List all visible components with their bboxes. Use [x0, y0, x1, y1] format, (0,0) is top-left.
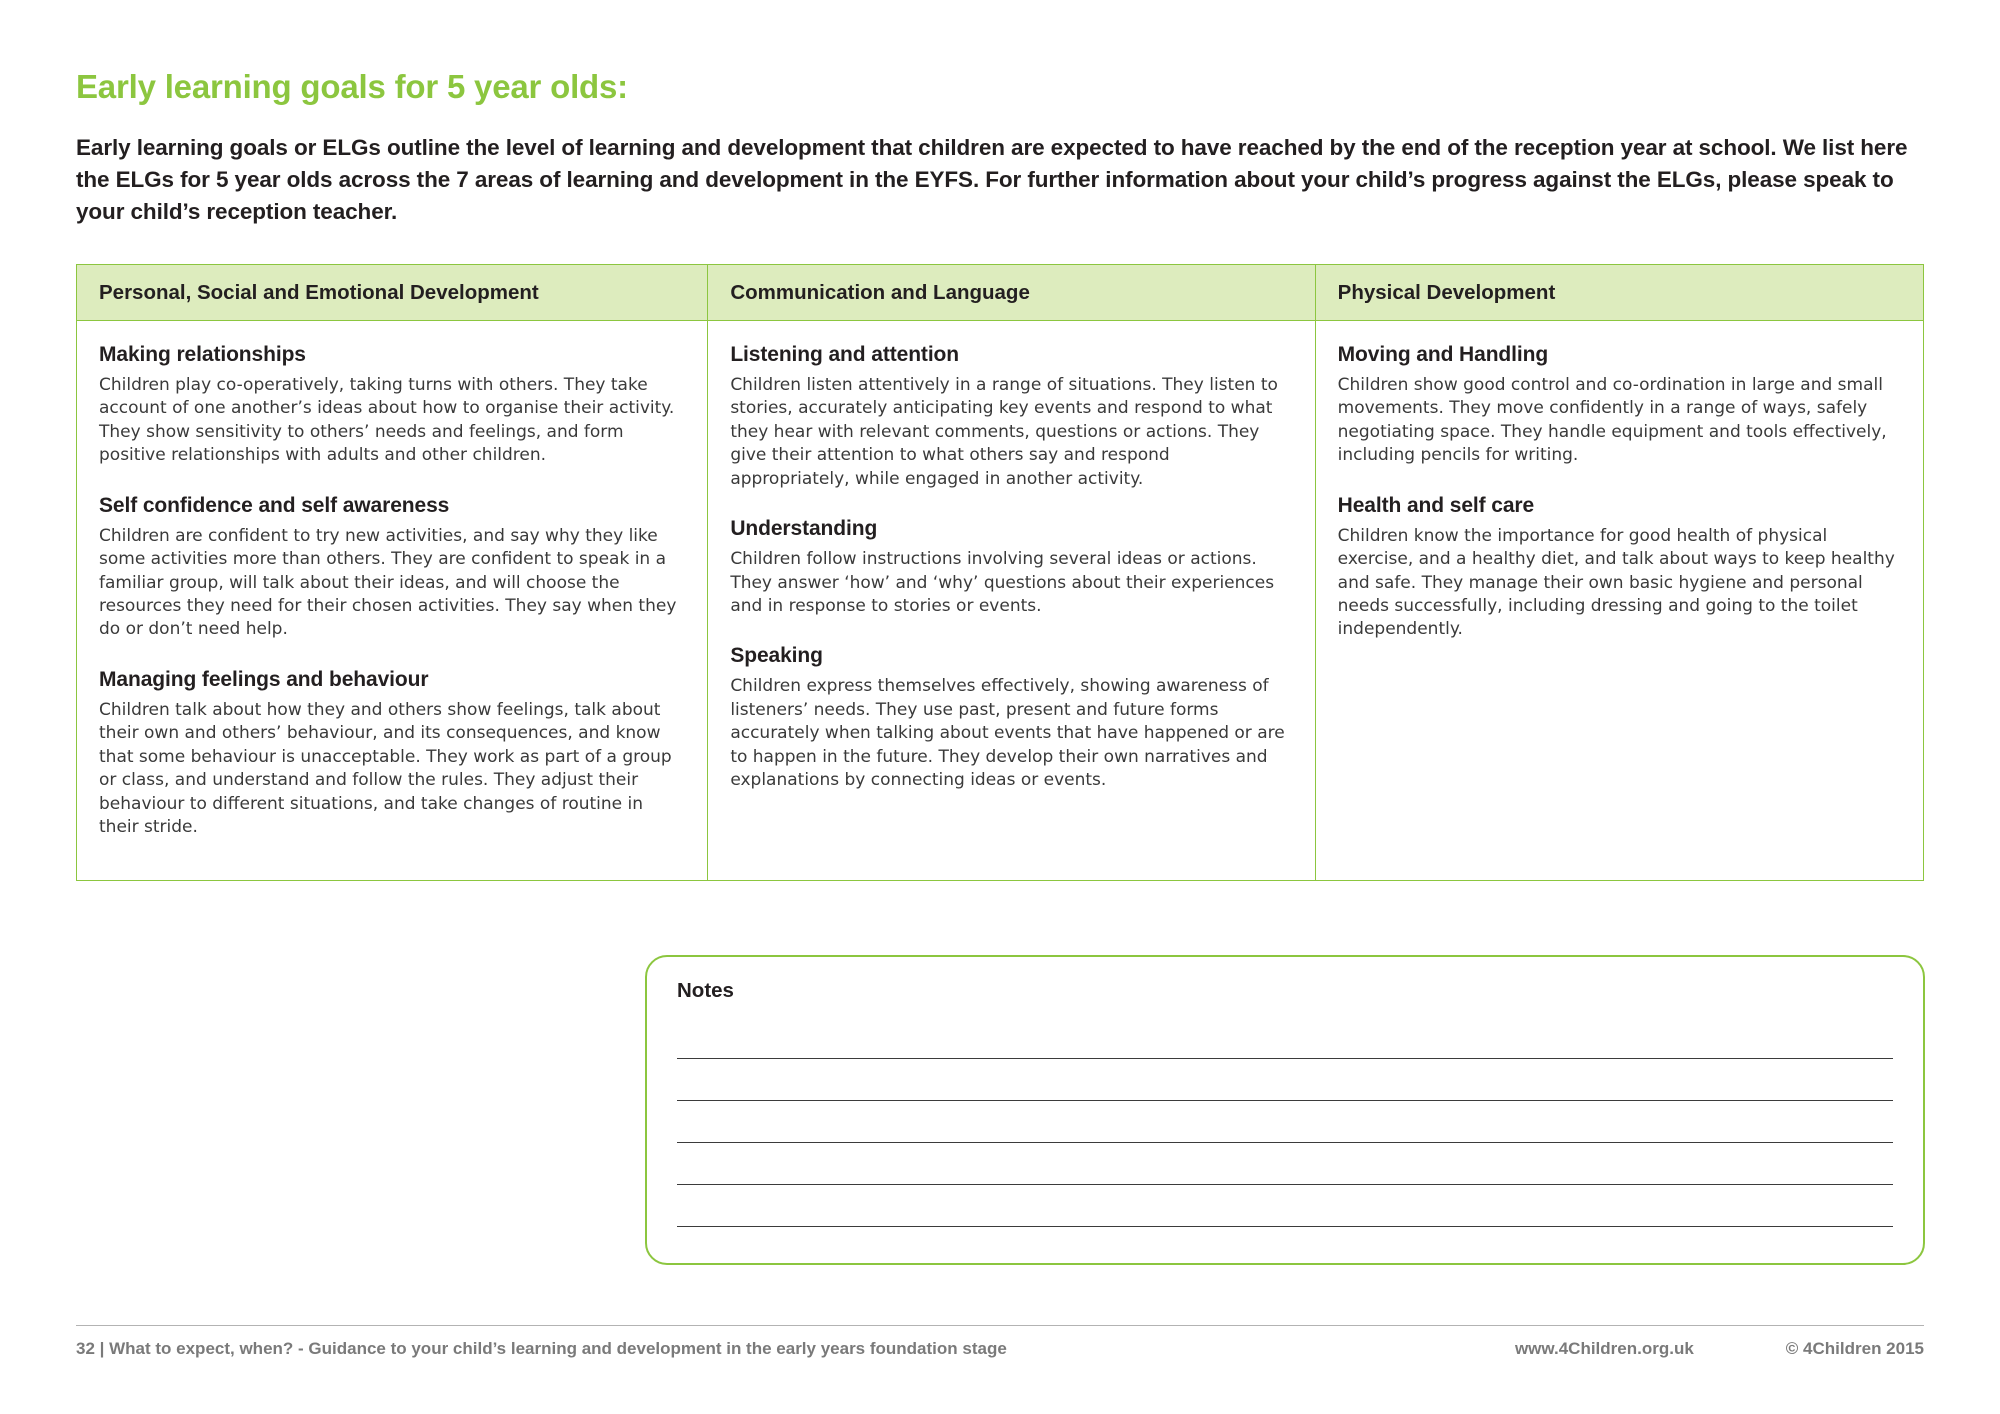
notes-write-line[interactable] [677, 1143, 1893, 1185]
elg-table [76, 264, 1924, 881]
column-body-physical-development [1316, 321, 1923, 880]
notes-write-line[interactable] [677, 1059, 1893, 1101]
footer-page-info: 32 | What to expect, when? - Guidance to your child’s learning and development in the early years foundation stage [76, 1339, 1007, 1358]
table-body-row [77, 321, 1923, 880]
notes-write-line[interactable] [677, 1017, 1893, 1059]
notes-write-line[interactable] [677, 1185, 1893, 1227]
section-managing-feelings-and-behaviour [99, 668, 683, 840]
column-header-physical-development: Physical Development [1337, 280, 1556, 304]
column-body-communication-language [708, 321, 1315, 880]
table-header-row [77, 265, 1923, 321]
intro-paragraph: Early learning goals or ELGs outline the level of learning and development that children are expected to have reached by the end of the reception year at school. We list here the ELGs for 5 year olds across the 7 areas of learning and development in the EYFS. For further information about your child’s progress against the ELGs, please speak to your child’s reception teacher. [76, 135, 1908, 224]
notes-write-line[interactable] [677, 1101, 1893, 1143]
footer-copyright: © 4Children 2015 [1785, 1339, 1924, 1358]
section-speaking [730, 644, 1290, 792]
page-footer [76, 1325, 1924, 1359]
section-text: Children listen attentively in a range of situations. They listen to stories, accurately anticipating key events and respond to what they hear with relevant comments, questions or actions. They give their attention to what others say and respond appropriately, while engaged in another activity. [730, 374, 1278, 489]
section-text: Children express themselves effectively, showing awareness of listeners’ needs. They use past, present and future forms accurately when talking about events that have happened or are to happen in the future. They develop their own narratives and explanations by connecting ideas or events. [730, 676, 1285, 791]
section-heading: Making relationships [99, 342, 306, 366]
section-heading: Health and self care [1337, 493, 1535, 517]
footer-website-link[interactable]: www.4Children.org.uk [1514, 1339, 1694, 1358]
section-heading: Understanding [730, 517, 878, 541]
section-text: Children follow instructions involving several ideas or actions. They answer ‘how’ and ‘why’ questions about their experiences and in response to stories or events. [730, 549, 1275, 616]
section-health-and-self-care [1338, 494, 1899, 642]
section-heading: Self confidence and self awareness [99, 493, 450, 517]
section-text: Children know the importance for good health of physical exercise, and a healthy diet, and talk about ways to keep healthy and safe. They manage their own basic hygiene and personal needs successfully, including dressing and going to the toilet independently. [1337, 525, 1895, 640]
section-self-confidence-and-self-awareness [99, 494, 683, 642]
section-heading: Speaking [730, 644, 823, 668]
column-header-communication-language: Communication and Language [708, 265, 1315, 320]
section-moving-and-handling [1338, 343, 1899, 468]
section-text: Children talk about how they and others show feelings, talk about their own and others’ behaviour, and its consequences, and know that some behaviour is unacceptable. They work as part of a group or class, and understand and follow the rules. They adjust their behaviour to different situations, and take changes of routine in their stride. [99, 699, 672, 838]
section-heading: Moving and Handling [1337, 342, 1549, 366]
section-understanding [730, 517, 1290, 618]
column-body-personal-social-emotional [77, 321, 708, 880]
notes-box[interactable] [645, 955, 1925, 1265]
section-heading: Managing feelings and behaviour [99, 667, 429, 691]
section-text: Children show good control and co-ordination in large and small movements. They move confidently in a range of ways, safely negotiating space. They handle equipment and tools effectively, including pencils for writing. [1337, 374, 1887, 466]
notes-title: Notes [677, 979, 734, 1002]
section-text: Children play co-operatively, taking turns with others. They take account of one another’s ideas about how to organise their activity. They show sensitivity to others’ needs and feelings, and form positive relationships with adults and other children. [99, 374, 675, 466]
page-title: Early learning goals for 5 year olds: [76, 68, 628, 105]
column-header-personal-social-emotional: Personal, Social and Emotional Development [77, 265, 708, 320]
section-listening-and-attention [730, 343, 1290, 491]
section-text: Children are confident to try new activities, and say why they like some activities more than others. They are confident to speak in a familiar group, will talk about their ideas, and will choose the resources they need for their chosen activities. They say when they do or don’t need help. [99, 525, 677, 640]
section-heading: Listening and attention [730, 342, 960, 366]
section-making-relationships [99, 343, 683, 468]
